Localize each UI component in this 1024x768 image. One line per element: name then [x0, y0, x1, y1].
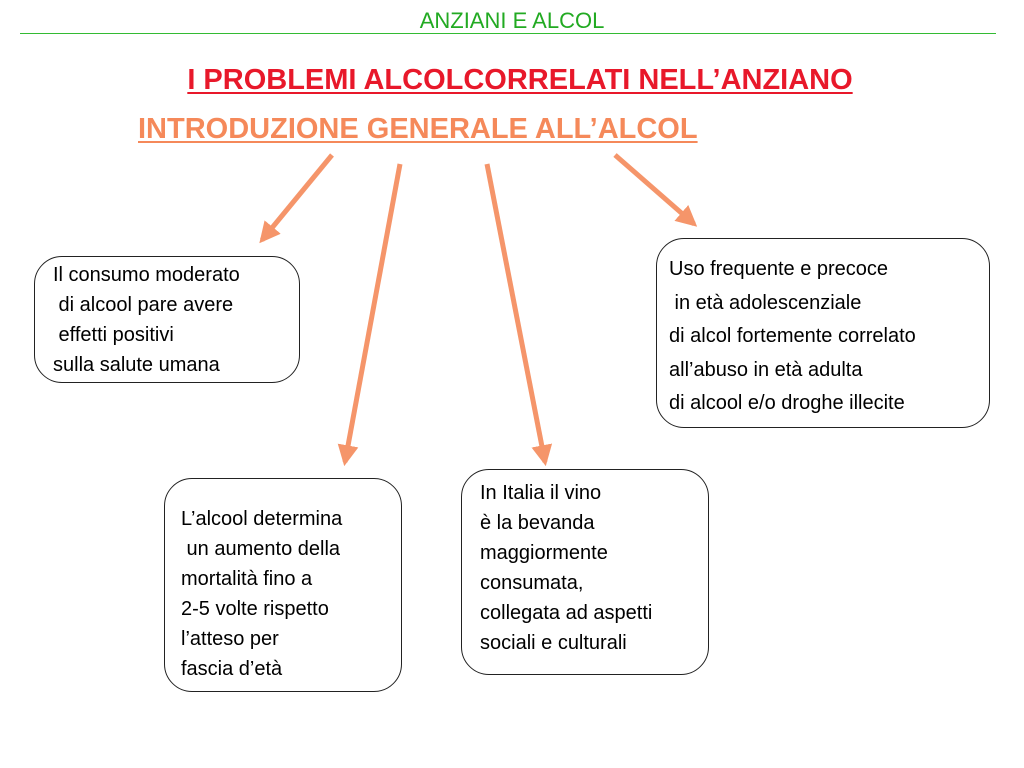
- box-line: maggiormente: [480, 542, 608, 564]
- box-line: effetti positivi: [53, 324, 174, 346]
- box-line: Il consumo moderato: [53, 264, 240, 286]
- box-line: sociali e culturali: [480, 632, 627, 654]
- box-line: fascia d’età: [181, 658, 283, 680]
- box-line: di alcool e/o droghe illecite: [669, 392, 905, 414]
- box-line: è la bevanda: [480, 512, 595, 534]
- main-title: I PROBLEMI ALCOLCORRELATI NELL’ANZIANO: [187, 64, 853, 96]
- box-line: Uso frequente e precoce: [669, 258, 889, 280]
- box-line: di alcol fortemente correlato: [669, 325, 916, 347]
- box-line: sulla salute umana: [53, 354, 220, 376]
- sub-title: INTRODUZIONE GENERALE ALL’ALCOL: [138, 113, 698, 145]
- box-line: un aumento della: [181, 538, 341, 560]
- arrow-to-adolescent-use: [615, 155, 694, 224]
- box-adolescent-use: [656, 238, 990, 428]
- box-moderate-consumption: [34, 256, 300, 383]
- box-line: di alcool pare avere: [53, 294, 234, 316]
- box-line: in età adolescenziale: [669, 291, 862, 314]
- header-title: ANZIANI E ALCOL: [419, 8, 605, 33]
- box-line: mortalità fino a: [181, 568, 313, 590]
- box-wine-italy: [461, 469, 709, 675]
- box-line: collegata ad aspetti: [480, 602, 653, 624]
- box-line: consumata,: [480, 572, 584, 594]
- arrow-to-moderate-consumption: [262, 155, 332, 240]
- box-line: 2-5 volte rispetto: [181, 598, 329, 620]
- box-mortality: [164, 478, 402, 692]
- box-line: all’abuso in età adulta: [669, 358, 863, 381]
- arrow-to-mortality: [345, 164, 400, 462]
- box-line: l’atteso per: [181, 628, 279, 650]
- box-line: L’alcool determina: [181, 508, 343, 530]
- arrow-to-wine-italy: [487, 164, 545, 462]
- box-line: In Italia il vino: [480, 482, 602, 504]
